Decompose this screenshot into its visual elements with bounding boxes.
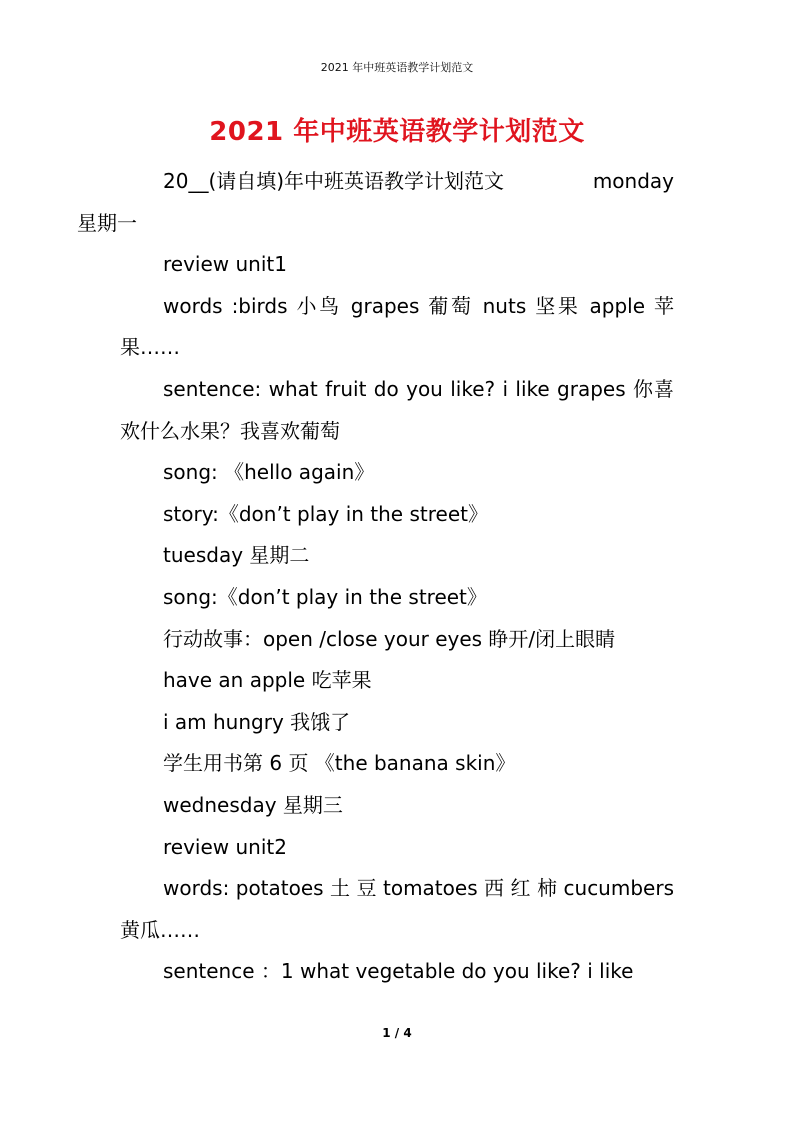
paragraph-sentence-unit1: sentence: what fruit do you like? i like grapes 你喜欢什么水果？我喜欢葡萄 <box>120 376 674 443</box>
paragraph-words-unit1: words :birds 小鸟 grapes 葡萄 nuts 坚果 apple 苹果…… <box>120 293 674 360</box>
paragraph-review-unit2: review unit2 <box>163 834 287 859</box>
paragraph-story: story:《don’t play in the street》 <box>163 501 488 526</box>
paragraph-student-book: 学生用书第 6 页 《the banana skin》 <box>163 751 516 776</box>
document-body <box>77 161 674 993</box>
paragraph-action-story: 行动故事：open /close your eyes 睁开/闭上眼睛 <box>163 626 616 651</box>
intro-weekday: monday <box>592 169 674 193</box>
page-number: 1 / 4 <box>382 1026 412 1040</box>
intro-paragraph <box>77 161 674 244</box>
paragraph-wednesday: wednesday 星期三 <box>163 792 343 817</box>
paragraph-hungry: i am hungry 我饿了 <box>163 709 351 734</box>
intro-weekday-cn: 星期一 <box>77 210 137 235</box>
paragraph-song-tuesday: song:《don’t play in the street》 <box>163 584 487 609</box>
document-title: 2021 年中班英语教学计划范文 <box>209 117 585 147</box>
paragraph-sentence-unit2: sentence ：1 what vegetable do you like? i like <box>163 959 634 984</box>
paragraph-words-unit2: words: potatoes 土 豆 tomatoes 西 红 柿 cucumbers 黄瓜…… <box>120 876 674 942</box>
running-header: 2021 年中班英语教学计划范文 <box>320 61 474 74</box>
paragraph-song: song: 《hello again》 <box>163 460 375 485</box>
paragraph-review-unit1: review unit1 <box>163 252 287 277</box>
paragraph-tuesday: tuesday 星期二 <box>163 543 310 568</box>
paragraph-have-apple: have an apple 吃苹果 <box>163 668 372 693</box>
intro-text: 20__(请自填)年中班英语教学计划范文 <box>163 169 505 193</box>
